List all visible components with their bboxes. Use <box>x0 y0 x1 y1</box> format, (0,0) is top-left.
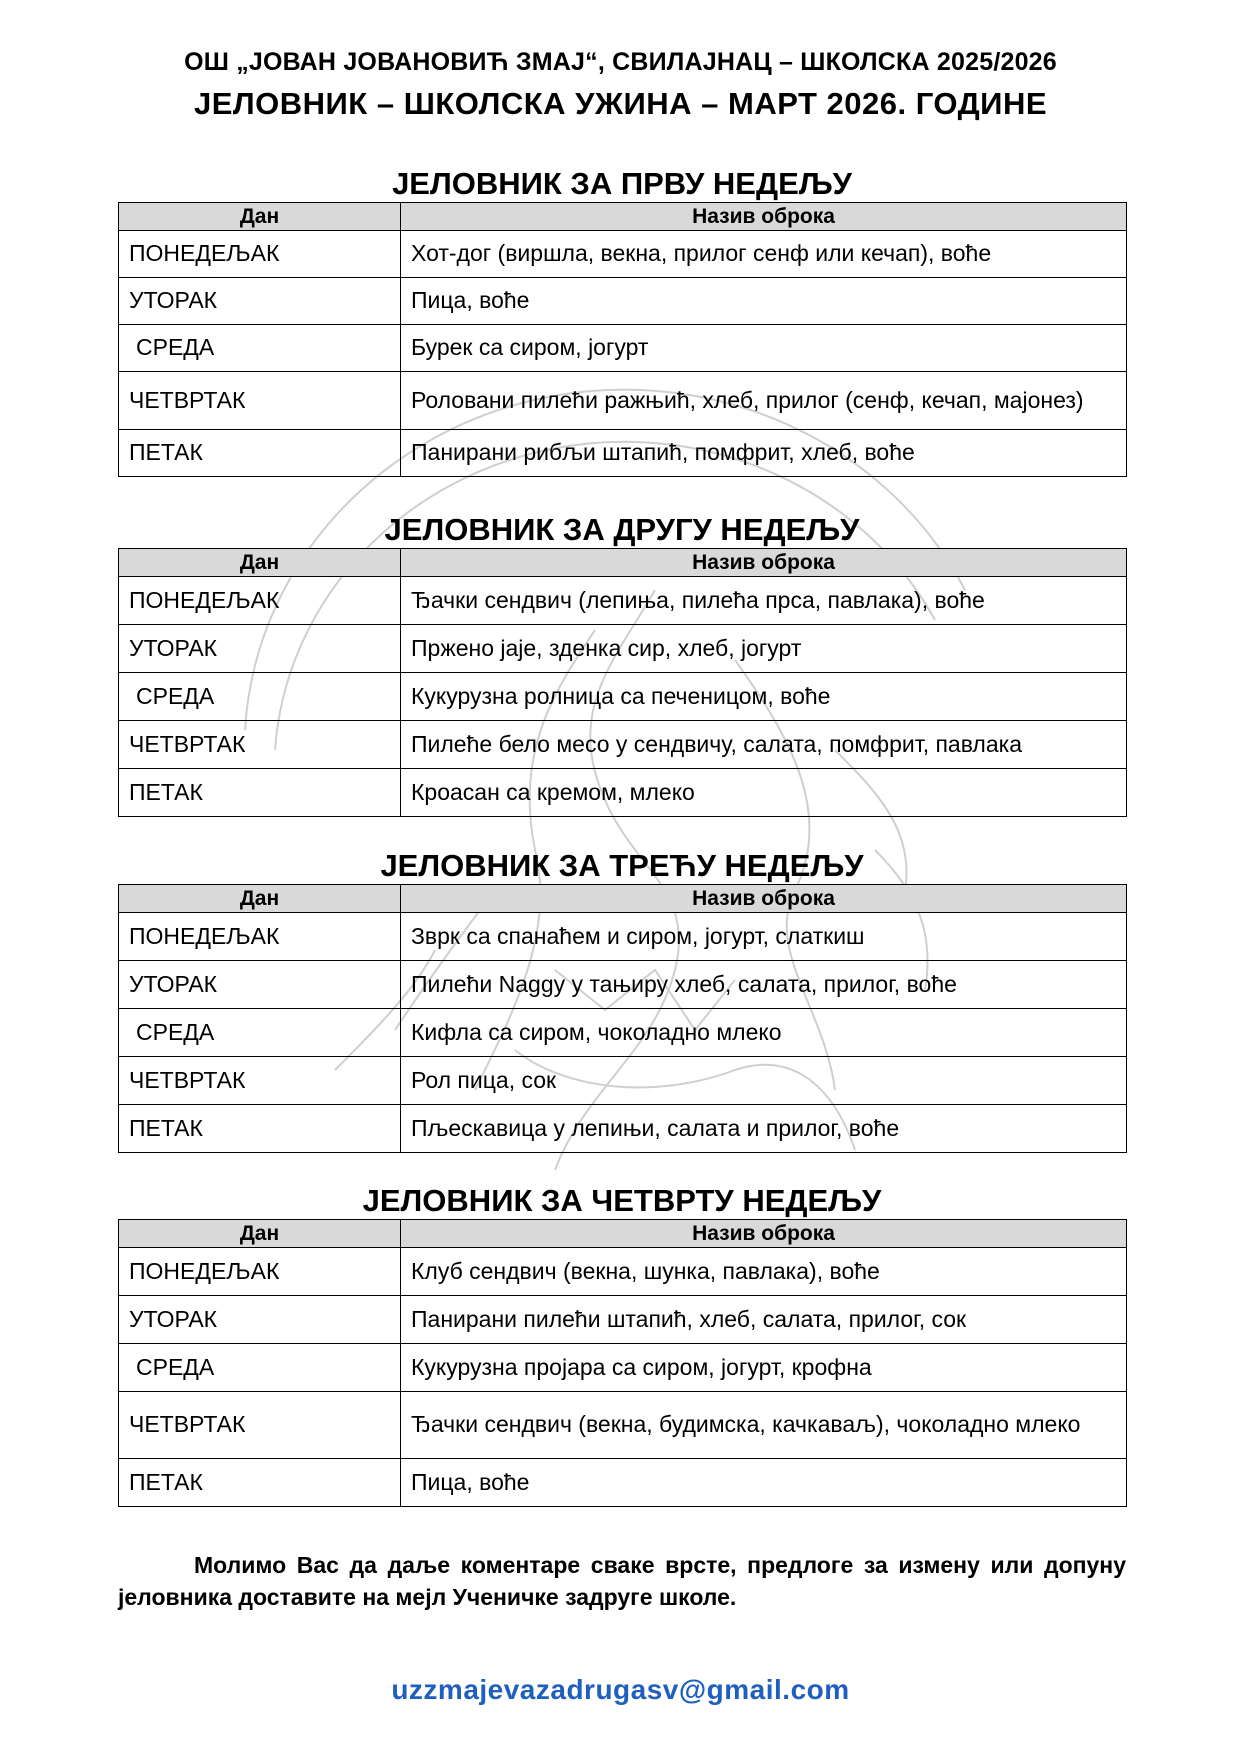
menu-table <box>118 202 1127 477</box>
column-header-day: Дан <box>119 549 401 577</box>
table-row <box>119 1105 1127 1153</box>
column-header-meal: Назив оброка <box>401 885 1127 913</box>
table-row <box>119 231 1127 278</box>
meal-cell: Ђачки сендвич (лепиња, пилећа прса, павлака), воће <box>401 577 1127 625</box>
meal-cell: Кукурузна ролница са печеницом, воће <box>401 673 1127 721</box>
column-header-day: Дан <box>119 203 401 231</box>
school-header: ОШ „ЈОВАН ЈОВАНОВИЋ ЗМАЈ“, СВИЛАЈНАЦ – ШКОЛСКА 2025/2026 <box>184 48 1057 76</box>
menu-header: ЈЕЛОВНИК – ШКОЛСКА УЖИНА – МАРТ 2026. ГОДИНЕ <box>193 86 1048 121</box>
table-row <box>119 325 1127 372</box>
table-row <box>119 577 1127 625</box>
menu-table <box>118 1219 1127 1507</box>
meal-cell: Бурек са сиром, јогурт <box>401 325 1127 372</box>
day-cell: УТОРАК <box>119 278 401 325</box>
table-row <box>119 1344 1127 1392</box>
meal-cell: Пица, воће <box>401 1459 1127 1507</box>
column-header-day: Дан <box>119 1220 401 1248</box>
column-header-meal: Назив оброка <box>401 1220 1127 1248</box>
table-header-row <box>119 1220 1127 1248</box>
day-cell: СРЕДА <box>119 1344 401 1392</box>
table-row <box>119 721 1127 769</box>
table-header-row <box>119 549 1127 577</box>
day-cell: ЧЕТВРТАК <box>119 1057 401 1105</box>
day-cell: ПЕТАК <box>119 769 401 817</box>
column-header-meal: Назив оброка <box>401 549 1127 577</box>
week-title: ЈЕЛОВНИК ЗА ЧЕТВРТУ НЕДЕЉУ <box>362 1183 882 1218</box>
day-cell: ПЕТАК <box>119 430 401 477</box>
table-row <box>119 1392 1127 1459</box>
email-link[interactable]: uzzmajevazadrugasv@gmail.com <box>391 1674 850 1705</box>
table-row <box>119 430 1127 477</box>
meal-cell: Клуб сендвич (векна, шунка, павлака), воће <box>401 1248 1127 1296</box>
table-row <box>119 1459 1127 1507</box>
meal-cell: Кукурузна пројара са сиром, јогурт, крофна <box>401 1344 1127 1392</box>
day-cell: СРЕДА <box>119 1009 401 1057</box>
menu-table <box>118 884 1127 1153</box>
table-row <box>119 673 1127 721</box>
table-row <box>119 913 1127 961</box>
day-cell: УТОРАК <box>119 625 401 673</box>
meal-cell: Кифла са сиром, чоколадно млеко <box>401 1009 1127 1057</box>
day-cell: ЧЕТВРТАК <box>119 721 401 769</box>
day-cell: ПОНЕДЕЉАК <box>119 913 401 961</box>
table-row <box>119 278 1127 325</box>
week-title: ЈЕЛОВНИК ЗА ТРЕЋУ НЕДЕЉУ <box>380 848 864 883</box>
table-row <box>119 1009 1127 1057</box>
column-header-meal: Назив оброка <box>401 203 1127 231</box>
week-title: ЈЕЛОВНИК ЗА ПРВУ НЕДЕЉУ <box>392 166 852 201</box>
day-cell: УТОРАК <box>119 961 401 1009</box>
day-cell: ПЕТАК <box>119 1105 401 1153</box>
meal-cell: Роловани пилећи ражњић, хлеб, прилог (сенф, кечап, мајонез) <box>401 372 1127 430</box>
meal-cell: Панирани рибљи штапић, помфрит, хлеб, воће <box>401 430 1127 477</box>
meal-cell: Панирани пилећи штапић, хлеб, салата, прилог, сок <box>401 1296 1127 1344</box>
table-row <box>119 372 1127 430</box>
meal-cell: Пржено јаје, зденка сир, хлеб, јогурт <box>401 625 1127 673</box>
day-cell: ПОНЕДЕЉАК <box>119 577 401 625</box>
table-row <box>119 1057 1127 1105</box>
table-row <box>119 1296 1127 1344</box>
meal-cell: Ђачки сендвич (векна, будимска, качкаваљ), чоколадно млеко <box>401 1392 1127 1459</box>
week-title: ЈЕЛОВНИК ЗА ДРУГУ НЕДЕЉУ <box>384 512 860 547</box>
day-cell: ЧЕТВРТАК <box>119 372 401 430</box>
feedback-note: Молимо Вас да даље коментаре сваке врсте, предлоге за измену или допуну јеловника доставите на мејл Ученичке задруге школе. <box>118 1552 1126 1610</box>
meal-cell: Пилећи Naggy у тањиру хлеб, салата, прилог, воће <box>401 961 1127 1009</box>
menu-table <box>118 548 1127 817</box>
table-row <box>119 961 1127 1009</box>
meal-cell: Зврк са спанаћем и сиром, јогурт, слаткиш <box>401 913 1127 961</box>
day-cell: ПЕТАК <box>119 1459 401 1507</box>
week-section-1 <box>118 166 1126 477</box>
week-section-3 <box>118 848 1126 1153</box>
table-header-row <box>119 885 1127 913</box>
meal-cell: Кроасан са кремом, млеко <box>401 769 1127 817</box>
table-row <box>119 1248 1127 1296</box>
day-cell: УТОРАК <box>119 1296 401 1344</box>
day-cell: ПОНЕДЕЉАК <box>119 231 401 278</box>
day-cell: СРЕДА <box>119 673 401 721</box>
meal-cell: Рол пица, сок <box>401 1057 1127 1105</box>
week-section-4 <box>118 1183 1126 1507</box>
table-row <box>119 625 1127 673</box>
day-cell: СРЕДА <box>119 325 401 372</box>
column-header-day: Дан <box>119 885 401 913</box>
day-cell: ПОНЕДЕЉАК <box>119 1248 401 1296</box>
week-section-2 <box>118 512 1126 817</box>
meal-cell: Пљескавица у лепињи, салата и прилог, воће <box>401 1105 1127 1153</box>
meal-cell: Пица, воће <box>401 278 1127 325</box>
table-row <box>119 769 1127 817</box>
meal-cell: Пилеће бело месо у сендвичу, салата, помфрит, павлака <box>401 721 1127 769</box>
table-header-row <box>119 203 1127 231</box>
day-cell: ЧЕТВРТАК <box>119 1392 401 1459</box>
meal-cell: Хот-дог (виршла, векна, прилог сенф или кечап), воће <box>401 231 1127 278</box>
